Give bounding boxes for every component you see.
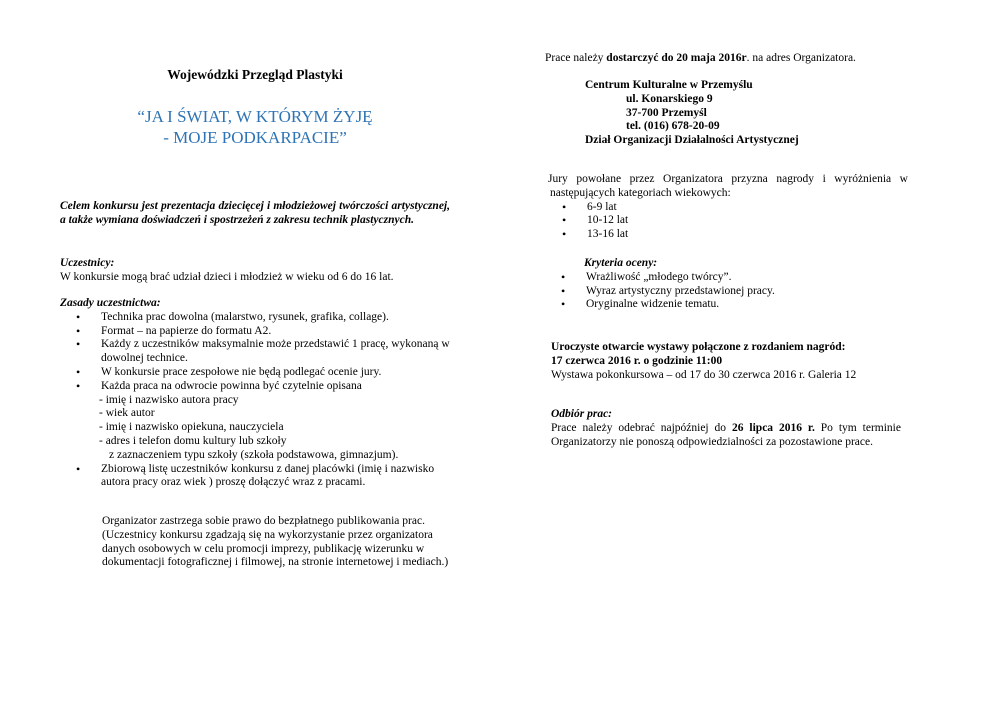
criteria-item: • Wyraz artystyczny przedstawionej pracy. bbox=[545, 285, 905, 299]
rules-section bbox=[60, 297, 450, 490]
age-groups-list bbox=[548, 201, 908, 242]
label-item: - imię i nazwisko opiekuna, nauczyciela bbox=[99, 421, 284, 434]
consent-text: (Uczestnicy konkursu zgadzają się na wykorzystanie przez organizatora danych osobowych w celu promocji imprezy, publikację wizerunku w dokumentacji fotograficznej i filmowej, na stronie internetowej i mediach.) bbox=[102, 528, 449, 569]
criteria-list bbox=[545, 271, 905, 312]
rule-item: • Format – na papierze do formatu A2. bbox=[60, 325, 450, 339]
participants-section bbox=[60, 257, 450, 285]
opening-section bbox=[551, 341, 931, 382]
intro-paragraph: Celem konkursu jest prezentacja dziecięcej i młodzieżowej twórczości artystycznej, a także wymiana doświadczeń i spostrzeżeń z zakresu technik plastycznych. bbox=[60, 200, 450, 226]
jury-section bbox=[548, 173, 908, 242]
publication-line: Organizator zastrzega sobie prawo do bezpłatnego publikowania prac. bbox=[102, 515, 425, 527]
rule-item: • Zbiorową listę uczestników konkursu z danej placówki (imię i nazwisko autora pracy oraz wiek ) proszę dołączyć wraz z pracami. bbox=[60, 463, 450, 491]
rule-item bbox=[60, 380, 450, 394]
rules-list bbox=[60, 311, 450, 394]
theme-line-2: - MOJE PODKARPACIE” bbox=[163, 128, 347, 147]
theme-line-1: “JA I ŚWIAT, W KTÓRYM ŻYJĘ bbox=[137, 107, 373, 126]
pickup-pre: Prace należy odebrać najpóźniej do bbox=[551, 421, 732, 434]
age-group-item: • 13-16 lat bbox=[548, 228, 908, 242]
pickup-section bbox=[551, 408, 901, 449]
address-line: Dział Organizacji Działalności Artystycznej bbox=[585, 134, 799, 147]
pickup-deadline: 26 lipca 2016 r. bbox=[731, 421, 815, 434]
jury-text: Jury powołane przez Organizatora przyzna nagrody i wyróżnienia w następujących kategoriach wiekowych: bbox=[548, 173, 908, 199]
criteria-heading: Kryteria oceny: bbox=[584, 257, 658, 269]
address-line: ul. Konarskiego 9 bbox=[626, 92, 713, 105]
label-item: - adres i telefon domu kultury lub szkoły bbox=[99, 434, 287, 447]
address-line: tel. (016) 678-20-09 bbox=[626, 120, 720, 133]
competition-title: Wojewódzki Przegląd Plastyki bbox=[167, 67, 343, 82]
criteria-item: • Oryginalne widzenie tematu. bbox=[545, 298, 905, 312]
age-group-item: • 6-9 lat bbox=[548, 201, 908, 215]
rule-item: • Technika prac dowolna (malarstwo, rysunek, grafika, collage). bbox=[60, 311, 450, 325]
criteria-section bbox=[545, 257, 905, 312]
publication-note bbox=[102, 515, 450, 570]
rule-item: • Każdy z uczestników maksymalnie może przedstawić 1 pracę, wykonaną w dowolnej technice. bbox=[60, 338, 450, 366]
delivery-deadline: dostarczyć do 20 maja 2016r bbox=[606, 52, 747, 64]
rule-item: • W konkursie prace zespołowe nie będą podlegać ocenie jury. bbox=[60, 366, 450, 380]
participants-text: W konkursie mogą brać udział dzieci i młodzież w wieku od 6 do 16 lat. bbox=[60, 270, 394, 283]
rule-item-text: • Każda praca na odwrocie powinna być czytelnie opisana bbox=[101, 379, 362, 392]
address-line: 37-700 Przemyśl bbox=[626, 106, 707, 119]
criteria-item: • Wrażliwość „młodego twórcy”. bbox=[545, 271, 905, 285]
opening-date: 17 czerwca 2016 r. o godzinie 11:00 bbox=[551, 354, 723, 367]
participants-heading: Uczestnicy: bbox=[60, 257, 115, 269]
competition-theme bbox=[60, 106, 450, 148]
exhibition-dates: Wystawa pokonkursowa – od 17 do 30 czerwca 2016 r. Galeria 12 bbox=[551, 368, 857, 381]
rules-list-last bbox=[60, 463, 450, 491]
delivery-pre: Prace należy bbox=[545, 52, 607, 64]
pickup-heading: Odbiór prac: bbox=[551, 408, 613, 420]
delivery-post: . na adres Organizatora. bbox=[746, 52, 856, 64]
rules-heading: Zasady uczestnictwa: bbox=[60, 297, 161, 309]
age-group-item: • 10-12 lat bbox=[548, 214, 908, 228]
label-note: z zaznaczeniem typu szkoły (szkoła podstawowa, gimnazjum). bbox=[109, 448, 399, 461]
opening-heading: Uroczyste otwarcie wystawy połączone z rozdaniem nagród: bbox=[551, 341, 846, 353]
pickup-text bbox=[551, 422, 901, 450]
address-line: Centrum Kulturalne w Przemyślu bbox=[585, 79, 753, 91]
organizer-address bbox=[585, 79, 945, 148]
label-item: - imię i nazwisko autora pracy bbox=[99, 393, 239, 406]
pickup-post: Po tym terminie Organizatorzy nie ponoszą odpowiedzialności za pozostawione prace. bbox=[551, 421, 901, 448]
delivery-instruction bbox=[545, 52, 945, 66]
label-item: - wiek autor bbox=[99, 407, 155, 420]
